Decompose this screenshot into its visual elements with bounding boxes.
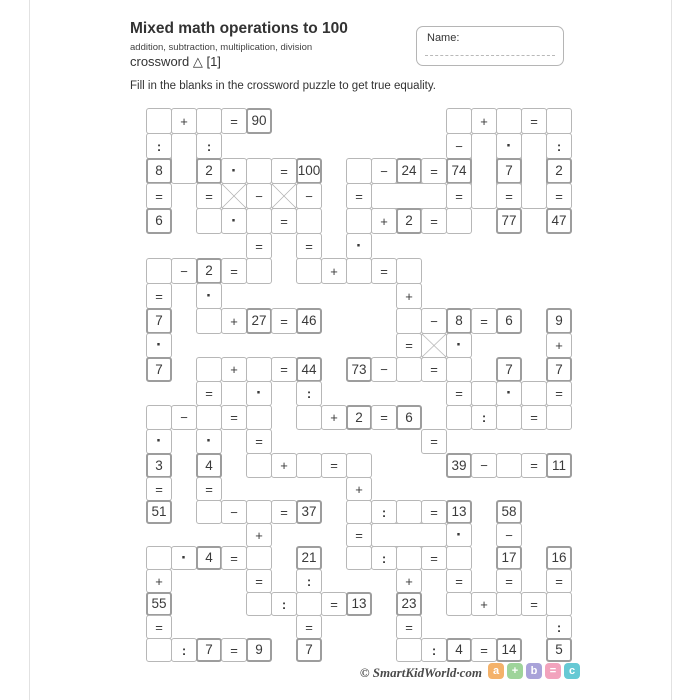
- equals-cell: =: [246, 233, 272, 259]
- answer-cell[interactable]: [346, 208, 372, 234]
- given-number-cell: 51: [146, 500, 172, 524]
- minus-operator-cell: −: [421, 308, 447, 334]
- equals-cell: =: [371, 405, 397, 430]
- equals-cell: =: [271, 357, 297, 382]
- plus-operator-cell: +: [171, 108, 197, 134]
- given-number-cell: 2: [546, 158, 572, 184]
- given-number-cell: 4: [196, 453, 222, 478]
- given-number-cell: 7: [496, 158, 522, 184]
- answer-cell[interactable]: [146, 638, 172, 662]
- answer-cell[interactable]: [246, 357, 272, 382]
- given-number-cell: 9: [246, 638, 272, 662]
- equals-cell: =: [471, 308, 497, 334]
- given-number-cell: 27: [246, 308, 272, 334]
- multiply-operator-cell: ·: [146, 429, 172, 454]
- answer-cell[interactable]: [546, 108, 572, 134]
- equals-cell: =: [246, 429, 272, 454]
- equals-cell: =: [471, 638, 497, 662]
- given-number-cell: 44: [296, 357, 322, 382]
- answer-cell[interactable]: [546, 592, 572, 616]
- equals-cell: =: [271, 208, 297, 234]
- answer-cell[interactable]: [246, 500, 272, 524]
- answer-cell[interactable]: [246, 453, 272, 478]
- instruction-text: Fill in the blanks in the crossword puzzle to get true equality.: [130, 80, 436, 92]
- divide-operator-cell: :: [171, 638, 197, 662]
- answer-cell[interactable]: [246, 158, 272, 184]
- given-number-cell: 2: [346, 405, 372, 430]
- answer-cell[interactable]: [246, 258, 272, 284]
- equals-cell: =: [496, 569, 522, 593]
- given-number-cell: 73: [346, 357, 372, 382]
- equals-cell: =: [346, 523, 372, 547]
- answer-cell[interactable]: [146, 546, 172, 570]
- connector-cell: [471, 133, 497, 209]
- crossword-label: crossword △ [1]: [130, 54, 221, 69]
- plus-operator-cell: +: [271, 453, 297, 478]
- plus-operator-cell: +: [321, 258, 347, 284]
- answer-cell[interactable]: [196, 500, 222, 524]
- given-number-cell: 8: [146, 158, 172, 184]
- given-number-cell: 9: [546, 308, 572, 334]
- given-number-cell: 17: [496, 546, 522, 570]
- given-number-cell: 55: [146, 592, 172, 616]
- equals-cell: =: [196, 477, 222, 501]
- given-number-cell: 5: [546, 638, 572, 662]
- given-number-cell: 37: [296, 500, 322, 524]
- equals-cell: =: [421, 357, 447, 382]
- connector-cell: [371, 523, 447, 547]
- answer-cell[interactable]: [346, 158, 372, 184]
- answer-cell[interactable]: [446, 108, 472, 134]
- plus-operator-cell: +: [471, 108, 497, 134]
- plus-operator-cell: +: [396, 569, 422, 593]
- plus-operator-cell: +: [371, 208, 397, 234]
- divide-operator-cell: :: [471, 405, 497, 430]
- answer-cell[interactable]: [196, 308, 222, 334]
- connector-cell: [371, 183, 447, 209]
- equals-cell: =: [146, 477, 172, 501]
- given-number-cell: 7: [146, 357, 172, 382]
- given-number-cell: 14: [496, 638, 522, 662]
- given-number-cell: 23: [396, 592, 422, 616]
- brand-block-+: +: [507, 663, 523, 679]
- answer-cell[interactable]: [346, 453, 372, 478]
- equals-cell: =: [271, 308, 297, 334]
- equals-cell: =: [546, 569, 572, 593]
- brand-block-=: =: [545, 663, 561, 679]
- given-number-cell: 7: [546, 357, 572, 382]
- equals-cell: =: [421, 546, 447, 570]
- multiply-operator-cell: ·: [196, 283, 222, 309]
- equals-cell: =: [371, 258, 397, 284]
- given-number-cell: 7: [196, 638, 222, 662]
- blocked-cell: [221, 183, 247, 209]
- equals-cell: =: [446, 183, 472, 209]
- divide-operator-cell: :: [296, 381, 322, 406]
- equals-cell: =: [221, 638, 247, 662]
- answer-cell[interactable]: [446, 546, 472, 570]
- answer-cell[interactable]: [196, 108, 222, 134]
- plus-operator-cell: +: [146, 569, 172, 593]
- plus-operator-cell: +: [221, 357, 247, 382]
- equals-cell: =: [546, 381, 572, 406]
- equals-cell: =: [521, 108, 547, 134]
- given-number-cell: 7: [496, 357, 522, 382]
- answer-cell[interactable]: [346, 546, 372, 570]
- plus-operator-cell: +: [396, 283, 422, 309]
- divide-operator-cell: :: [146, 133, 172, 159]
- answer-cell[interactable]: [246, 208, 272, 234]
- multiply-operator-cell: ·: [446, 523, 472, 547]
- answer-cell[interactable]: [396, 500, 422, 524]
- given-number-cell: 47: [546, 208, 572, 234]
- answer-cell[interactable]: [296, 405, 322, 430]
- given-number-cell: 100: [296, 158, 322, 184]
- plus-operator-cell: +: [321, 405, 347, 430]
- given-number-cell: 21: [296, 546, 322, 570]
- equals-cell: =: [146, 183, 172, 209]
- plus-operator-cell: +: [471, 592, 497, 616]
- multiply-operator-cell: ·: [221, 158, 247, 184]
- page-subtitle: addition, subtraction, multiplication, division: [130, 42, 313, 53]
- equals-cell: =: [446, 569, 472, 593]
- given-number-cell: 6: [396, 405, 422, 430]
- minus-operator-cell: −: [221, 500, 247, 524]
- answer-cell[interactable]: [446, 357, 472, 382]
- given-number-cell: 90: [246, 108, 272, 134]
- answer-cell[interactable]: [246, 405, 272, 430]
- minus-operator-cell: −: [246, 183, 272, 209]
- minus-operator-cell: −: [171, 258, 197, 284]
- blocked-cell: [421, 333, 447, 358]
- divide-operator-cell: :: [196, 133, 222, 159]
- given-number-cell: 11: [546, 453, 572, 478]
- equals-cell: =: [196, 183, 222, 209]
- answer-cell[interactable]: [346, 258, 372, 284]
- given-number-cell: 2: [396, 208, 422, 234]
- given-number-cell: 58: [496, 500, 522, 524]
- brand-abc-blocks: [488, 663, 580, 679]
- equals-cell: =: [546, 183, 572, 209]
- connector-cell: [521, 133, 547, 209]
- plus-operator-cell: +: [546, 333, 572, 358]
- answer-cell[interactable]: [521, 381, 547, 406]
- minus-operator-cell: −: [371, 357, 397, 382]
- given-number-cell: 4: [446, 638, 472, 662]
- divide-operator-cell: :: [371, 500, 397, 524]
- equals-cell: =: [446, 381, 472, 406]
- page-title: Mixed math operations to 100: [130, 20, 348, 37]
- plus-operator-cell: +: [346, 477, 372, 501]
- answer-cell[interactable]: [396, 638, 422, 662]
- minus-operator-cell: −: [471, 453, 497, 478]
- equals-cell: =: [421, 500, 447, 524]
- answer-cell[interactable]: [296, 592, 322, 616]
- brand-block-b: b: [526, 663, 542, 679]
- answer-cell[interactable]: [296, 208, 322, 234]
- answer-cell[interactable]: [496, 453, 522, 478]
- answer-cell[interactable]: [296, 453, 322, 478]
- given-number-cell: 77: [496, 208, 522, 234]
- equals-cell: =: [396, 333, 422, 358]
- answer-cell[interactable]: [446, 405, 472, 430]
- given-number-cell: 2: [196, 258, 222, 284]
- brand-block-c: c: [564, 663, 580, 679]
- multiply-operator-cell: ·: [146, 333, 172, 358]
- answer-cell[interactable]: [471, 381, 497, 406]
- equals-cell: =: [271, 158, 297, 184]
- answer-cell[interactable]: [496, 405, 522, 430]
- equals-cell: =: [396, 615, 422, 639]
- answer-cell[interactable]: [346, 500, 372, 524]
- given-number-cell: 3: [146, 453, 172, 478]
- answer-cell[interactable]: [396, 546, 422, 570]
- answer-cell[interactable]: [146, 405, 172, 430]
- multiply-operator-cell: ·: [496, 133, 522, 159]
- answer-cell[interactable]: [496, 108, 522, 134]
- equals-cell: =: [296, 233, 322, 259]
- multiply-operator-cell: ·: [246, 381, 272, 406]
- multiply-operator-cell: ·: [196, 429, 222, 454]
- equals-cell: =: [346, 183, 372, 209]
- multiply-operator-cell: ·: [496, 381, 522, 406]
- answer-cell[interactable]: [396, 258, 422, 284]
- equals-cell: =: [246, 569, 272, 593]
- given-number-cell: 2: [196, 158, 222, 184]
- equals-cell: =: [221, 258, 247, 284]
- multiply-operator-cell: ·: [346, 233, 372, 259]
- equals-cell: =: [496, 183, 522, 209]
- divide-operator-cell: :: [546, 133, 572, 159]
- answer-cell[interactable]: [446, 208, 472, 234]
- given-number-cell: 13: [346, 592, 372, 616]
- multiply-operator-cell: ·: [446, 333, 472, 358]
- given-number-cell: 6: [496, 308, 522, 334]
- connector-cell: [171, 133, 197, 184]
- equals-cell: =: [421, 158, 447, 184]
- divide-operator-cell: :: [271, 592, 297, 616]
- minus-operator-cell: −: [496, 523, 522, 547]
- given-number-cell: 8: [446, 308, 472, 334]
- given-number-cell: 74: [446, 158, 472, 184]
- plus-operator-cell: +: [221, 308, 247, 334]
- equals-cell: =: [421, 208, 447, 234]
- answer-cell[interactable]: [246, 546, 272, 570]
- divide-operator-cell: :: [296, 569, 322, 593]
- divide-operator-cell: :: [371, 546, 397, 570]
- given-number-cell: 7: [146, 308, 172, 334]
- equals-cell: =: [221, 546, 247, 570]
- minus-operator-cell: −: [371, 158, 397, 184]
- multiply-operator-cell: ·: [221, 208, 247, 234]
- given-number-cell: 13: [446, 500, 472, 524]
- minus-operator-cell: −: [171, 405, 197, 430]
- equals-cell: =: [146, 615, 172, 639]
- equals-cell: =: [421, 429, 447, 454]
- blocked-cell: [271, 183, 297, 209]
- answer-cell[interactable]: [146, 108, 172, 134]
- equals-cell: =: [221, 108, 247, 134]
- answer-cell[interactable]: [246, 592, 272, 616]
- given-number-cell: 6: [146, 208, 172, 234]
- name-label: Name:: [427, 32, 460, 44]
- answer-cell[interactable]: [446, 592, 472, 616]
- given-number-cell: 46: [296, 308, 322, 334]
- brand-block-a: a: [488, 663, 504, 679]
- equals-cell: =: [146, 283, 172, 309]
- equals-cell: =: [321, 453, 347, 478]
- answer-cell[interactable]: [196, 357, 222, 382]
- answer-cell[interactable]: [196, 208, 222, 234]
- equals-cell: =: [196, 381, 222, 406]
- answer-cell[interactable]: [396, 308, 422, 334]
- equals-cell: =: [521, 405, 547, 430]
- answer-cell[interactable]: [196, 405, 222, 430]
- answer-cell[interactable]: [296, 258, 322, 284]
- given-number-cell: 16: [546, 546, 572, 570]
- equals-cell: =: [321, 592, 347, 616]
- given-number-cell: 39: [446, 453, 472, 478]
- footer: [0, 663, 700, 687]
- given-number-cell: 24: [396, 158, 422, 184]
- answer-cell[interactable]: [546, 405, 572, 430]
- equals-cell: =: [271, 500, 297, 524]
- answer-cell[interactable]: [496, 592, 522, 616]
- equals-cell: =: [296, 615, 322, 639]
- answer-cell[interactable]: [146, 258, 172, 284]
- given-number-cell: 7: [296, 638, 322, 662]
- answer-cell[interactable]: [396, 357, 422, 382]
- plus-operator-cell: +: [246, 523, 272, 547]
- given-number-cell: 4: [196, 546, 222, 570]
- divide-operator-cell: :: [421, 638, 447, 662]
- multiply-operator-cell: ·: [171, 546, 197, 570]
- equals-cell: =: [521, 453, 547, 478]
- divide-operator-cell: :: [546, 615, 572, 639]
- equals-cell: =: [521, 592, 547, 616]
- copyright-text: © SmartKidWorld·com: [359, 665, 482, 680]
- minus-operator-cell: −: [296, 183, 322, 209]
- equals-cell: =: [221, 405, 247, 430]
- minus-operator-cell: −: [446, 133, 472, 159]
